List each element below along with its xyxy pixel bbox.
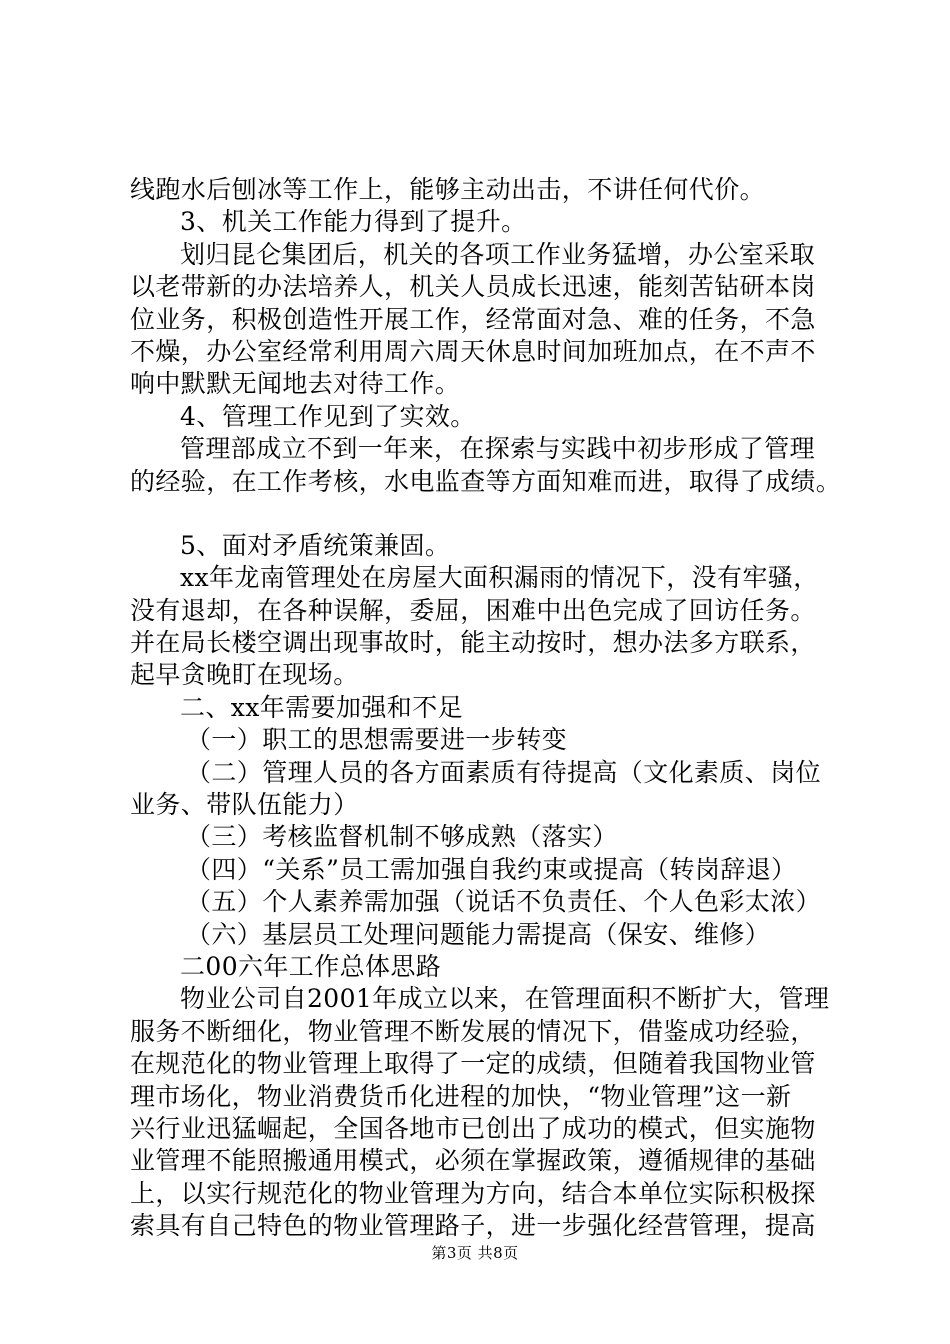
text-line: 业务、带队伍能力） (130, 790, 359, 820)
text-line: 划归昆仑集团后，机关的各项工作业务猛增，办公室采取 (180, 239, 816, 269)
text-line: 索具有自己特色的物业管理路子，进一步强化经营管理，提高 (130, 1211, 816, 1241)
text-line: 位业务，积极创造性开展工作，经常面对急、难的任务，不急 (130, 304, 816, 334)
section-heading: 5、面对矛盾统策兼固。 (180, 530, 451, 560)
text-line: 并在局长楼空调出现事故时，能主动按时，想办法多方联系， (130, 628, 816, 658)
section-heading: 3、机关工作能力得到了提升。 (180, 207, 527, 237)
section-heading: 二00六年工作总体思路 (180, 951, 442, 981)
text-line: 没有退却，在各种误解，委屈，困难中出色完成了回访任务。 (130, 595, 816, 625)
text-line: 上，以实行规范化的物业管理为方向，结合本单位实际积极探 (130, 1178, 816, 1208)
text-line: 服务不断细化，物业管理不断发展的情况下，借鉴成功经验， (130, 1016, 816, 1046)
list-item: （三）考核监督机制不够成熟（落实） (186, 822, 618, 852)
document-body (130, 174, 842, 1243)
paragraph-gap (130, 498, 830, 530)
page-footer: 第3页 共8页 (431, 1244, 519, 1262)
section-heading: 二、xx年需要加强和不足 (180, 692, 463, 722)
text-line: 不燥，办公室经常利用周六周天休息时间加班加点，在不声不 (130, 336, 816, 366)
list-item: （一）职工的思想需要进一步转变 (186, 725, 568, 755)
text-line: 在规范化的物业管理上取得了一定的成绩，但随着我国物业管 (130, 1049, 816, 1079)
list-item: （五）个人素养需加强（说话不负责任、个人色彩太浓） (186, 887, 822, 917)
list-item: （六）基层员工处理问题能力需提高（保安、维修） (186, 919, 771, 949)
section-heading: 4、管理工作见到了实效。 (180, 401, 476, 431)
text-line: 管理部成立不到一年来，在探索与实践中初步形成了管理 (180, 434, 816, 464)
text-line: 理市场化，物业消费货币化进程的加快，“物业管理”这一新 (130, 1081, 792, 1111)
text-line: 物业公司自2001年成立以来，在管理面积不断扩大，管理 (180, 984, 830, 1014)
text-line: 兴行业迅猛崛起，全国各地市已创出了成功的模式，但实施物 (130, 1113, 816, 1143)
text-line: 以老带新的办法培养人，机关人员成长迅速，能刻苦钻研本岗 (130, 272, 816, 302)
text-line: 起早贪晚盯在现场。 (130, 660, 359, 690)
text-line: 响中默默无闻地去对待工作。 (130, 369, 461, 399)
list-item: （四）“关系”员工需加强自我约束或提高（转岗辞退） (186, 854, 797, 884)
text-line: 线跑水后刨冰等工作上，能够主动出击，不讲任何代价。 (130, 175, 766, 204)
text-line: 的经验，在工作考核，水电监查等方面知难而进，取得了成绩。 (130, 466, 842, 496)
list-item: （二）管理人员的各方面素质有待提高（文化素质、岗位 (186, 757, 822, 787)
text-line: xx年龙南管理处在房屋大面积漏雨的情况下，没有牢骚， (180, 563, 819, 593)
text-line: 业管理不能照搬通用模式，必须在掌握政策，遵循规律的基础 (130, 1146, 816, 1176)
